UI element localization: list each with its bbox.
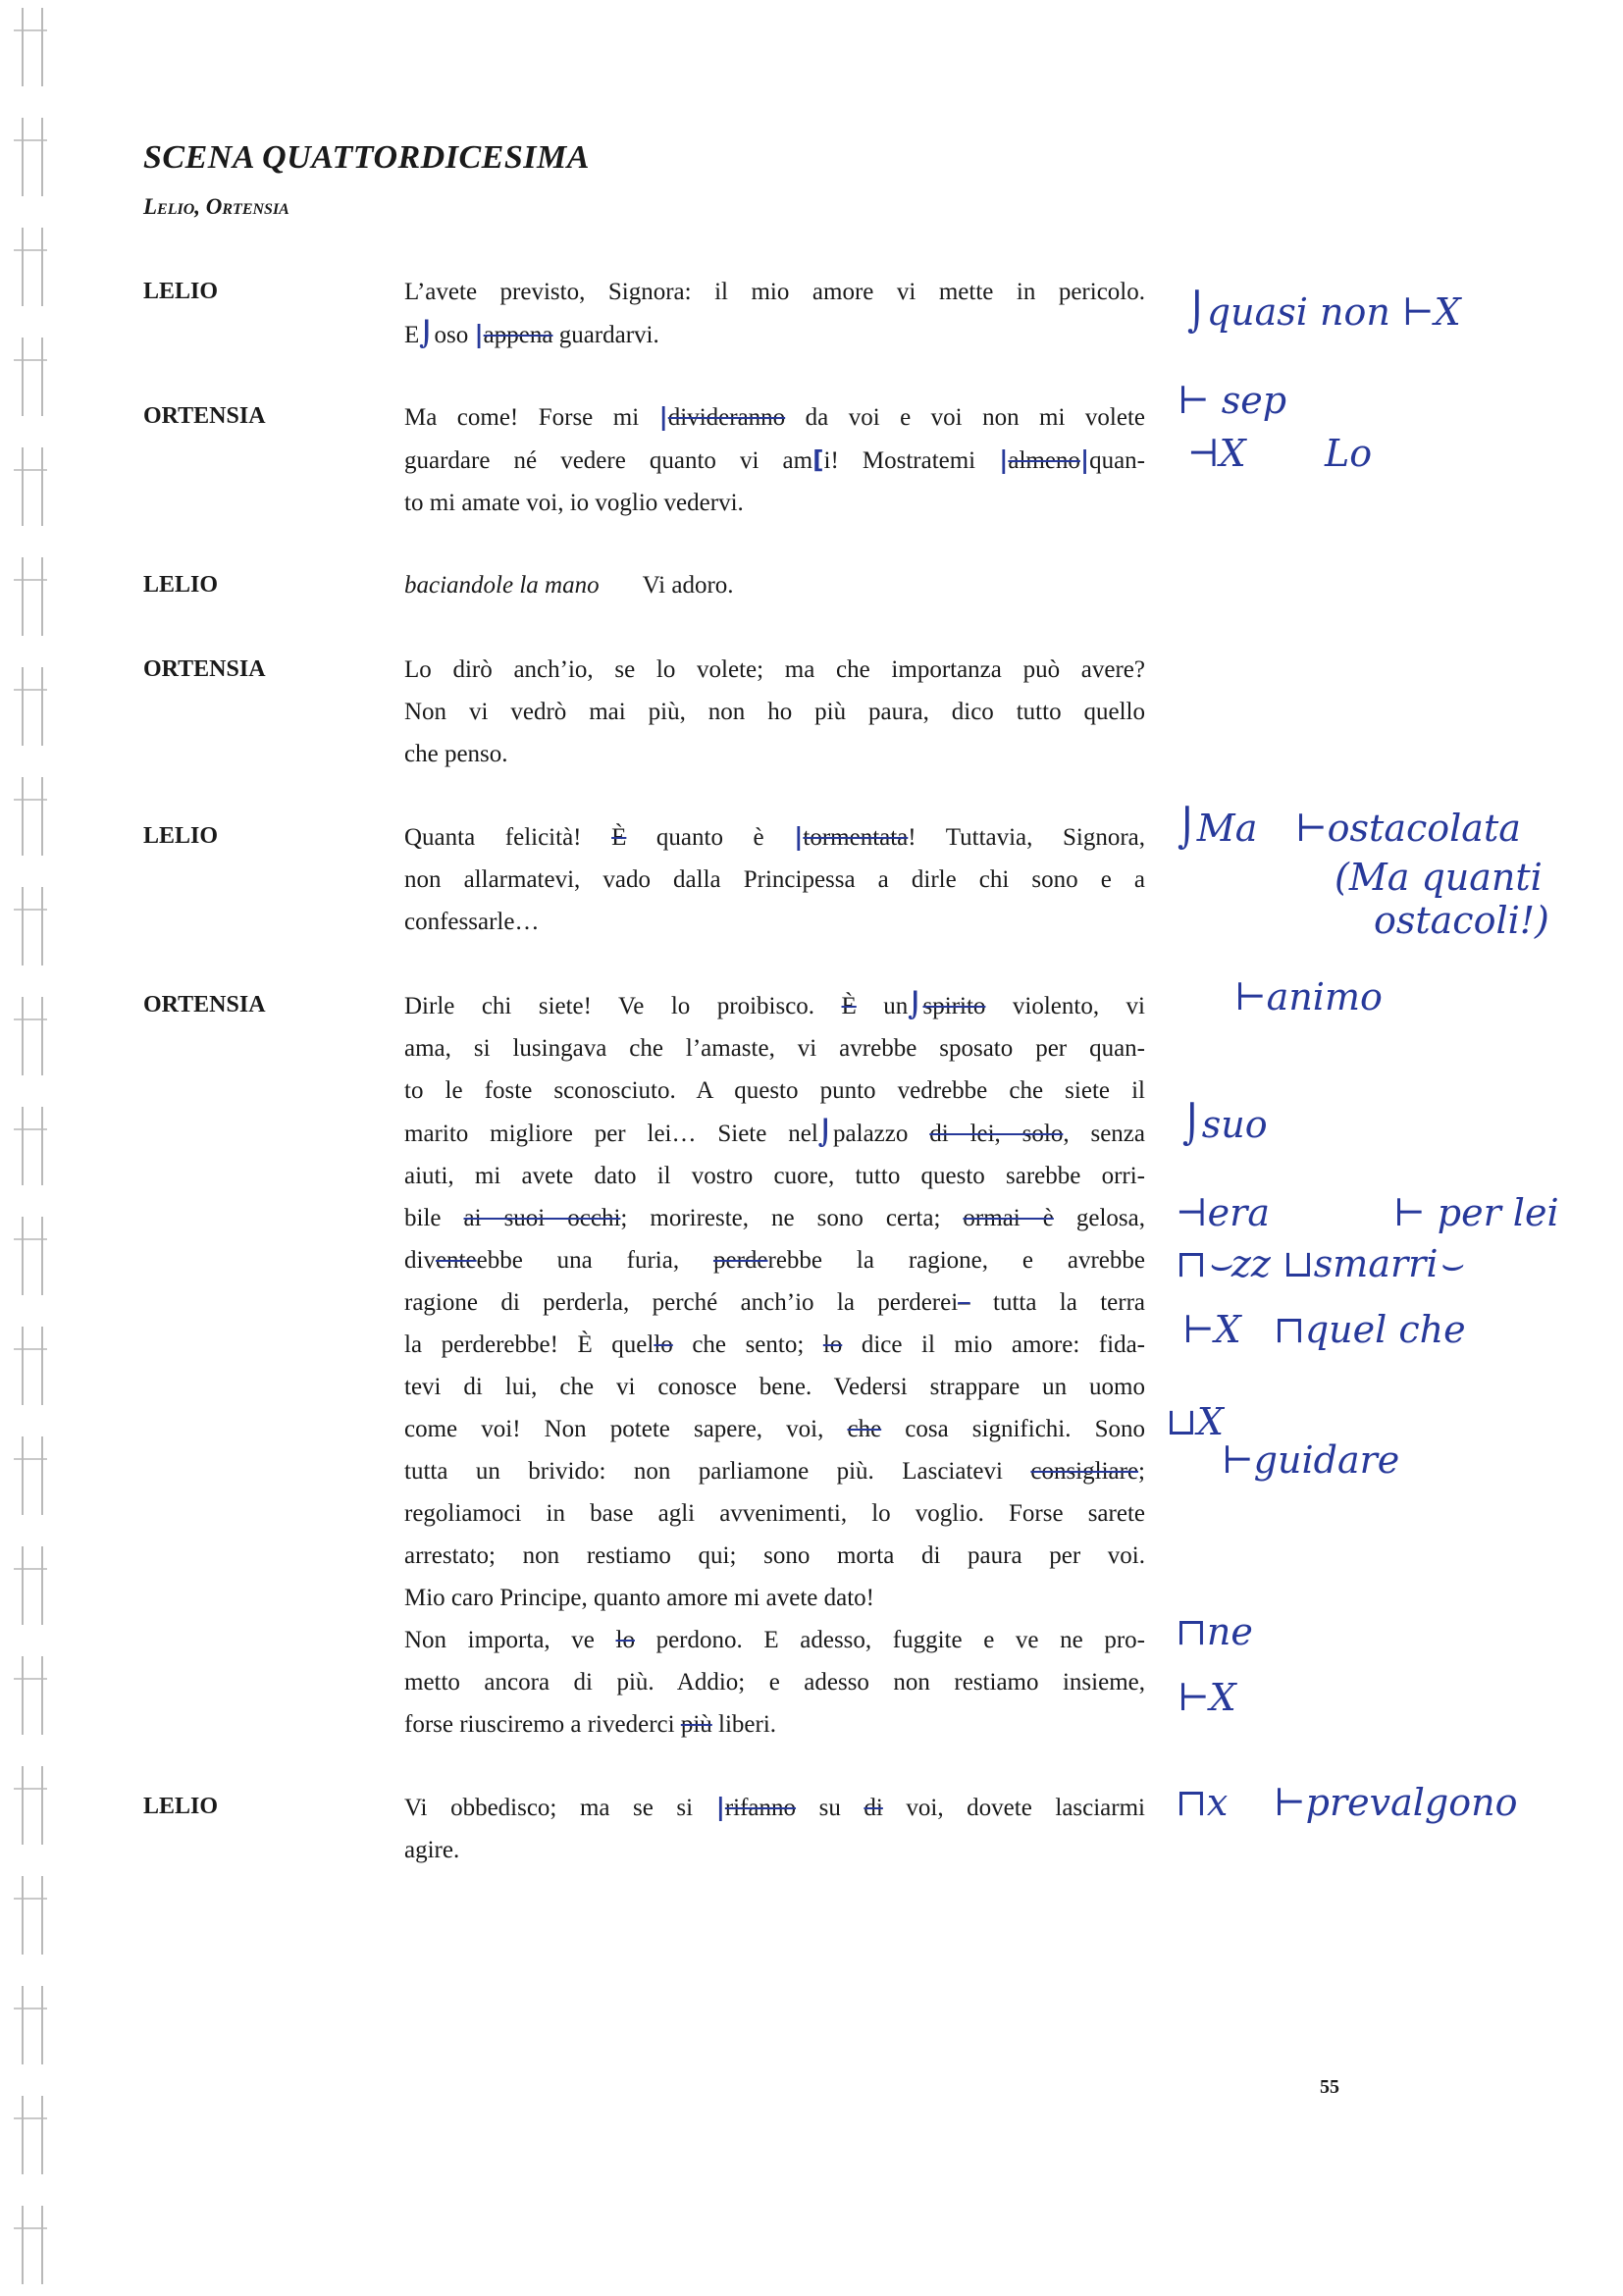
- text-segment: arrestato; non restiamo qui; sono morta di paura per voi.: [404, 1542, 1145, 1569]
- margin-note: ⊢prevalgono: [1274, 1781, 1518, 1824]
- struck-word: lo: [615, 1627, 635, 1653]
- struck-word: ente: [435, 1247, 477, 1274]
- text-line: [404, 482, 1145, 524]
- text-segment: aiuti, mi avete dato il vostro cuore, tutto questo sarebbe orri-: [404, 1163, 1145, 1189]
- text-segment: marito migliore per lei… Siete nel: [404, 1121, 818, 1147]
- text-segment: Lo dirò anch’io, se lo volete; ma che importanza può avere?: [404, 656, 1145, 683]
- struck-word: ormai è: [963, 1205, 1054, 1231]
- text-segment: ; morireste, ne sono certa;: [620, 1205, 964, 1231]
- text-line: [404, 1197, 1145, 1239]
- text-line: [404, 1070, 1145, 1112]
- struck-word: È: [611, 824, 627, 851]
- correction-mark: ⌡: [419, 320, 435, 348]
- text-segment: un: [856, 993, 909, 1019]
- text-segment: regoliamoci in base agli avvenimenti, lo voglio. Forse sarete: [404, 1500, 1145, 1527]
- text-segment: Non importa, ve: [404, 1627, 616, 1653]
- speech-text: [404, 815, 1145, 943]
- struck-word: rifanno: [724, 1795, 797, 1821]
- struck-word: lo: [822, 1331, 843, 1358]
- text-line: [404, 984, 1145, 1027]
- margin-note: ⊓ne: [1176, 1610, 1253, 1653]
- speaker-label: LELIO: [143, 279, 219, 304]
- speech-text: [404, 1786, 1145, 1871]
- text-segment: Ma come! Forse mi: [404, 404, 659, 431]
- binding-marks: [14, 8, 47, 2284]
- text-segment: Quanta felicità!: [404, 824, 612, 851]
- text-segment: confessarle…: [404, 909, 540, 935]
- correction-mark: |: [794, 822, 804, 851]
- text-segment: Dirle chi siete! Ve lo proibisco.: [404, 993, 842, 1019]
- text-segment: Mio caro Principe, quanto amore mi avete dato!: [404, 1585, 875, 1611]
- margin-note: ⊓quel che: [1274, 1308, 1466, 1351]
- struck-word: di: [864, 1795, 883, 1821]
- text-segment: ama, si lusingava che l’amaste, vi avrebbe sposato per quan-: [404, 1035, 1145, 1062]
- text-segment: forse riusciremo a rivederci: [404, 1711, 681, 1738]
- text-line: [404, 1450, 1145, 1492]
- speech-text: [404, 564, 1145, 606]
- text-line: [404, 1366, 1145, 1408]
- text-segment: da voi e voi non mi volete: [785, 404, 1146, 431]
- speech-text: [404, 271, 1145, 356]
- text-segment: come voi! Non potete sapere, voi,: [404, 1416, 848, 1442]
- text-line: [404, 733, 1145, 775]
- text-segment: to le foste sconosciuto. A questo punto vedrebbe che siete il: [404, 1077, 1145, 1104]
- text-line: [404, 313, 1145, 356]
- margin-note: ⊢ per lei: [1393, 1191, 1559, 1234]
- struck-word: almeno: [1008, 447, 1080, 474]
- struck-word: consigliare: [1030, 1458, 1139, 1485]
- text-line: [404, 439, 1145, 482]
- text-line: [404, 1281, 1145, 1324]
- text-segment: tutta la terra: [969, 1289, 1145, 1316]
- text-segment: rebbe la ragione, e avrebbe: [767, 1247, 1146, 1274]
- text-segment: su: [796, 1795, 864, 1821]
- margin-note: ⌡Ma: [1178, 807, 1258, 850]
- text-segment: tevi di lui, che vi conosce bene. Vedersi strappare un uomo: [404, 1374, 1145, 1400]
- margin-note: ⌡suo: [1182, 1103, 1268, 1146]
- text-line: [404, 1661, 1145, 1703]
- text-segment: voi, dovete lasciarmi: [882, 1795, 1145, 1821]
- correction-mark: |: [658, 402, 668, 431]
- text-segment: agire.: [404, 1837, 460, 1863]
- speaker-label: LELIO: [143, 572, 219, 598]
- text-segment: che sento;: [672, 1331, 823, 1358]
- text-line: [404, 1829, 1145, 1871]
- text-line: [404, 1577, 1145, 1619]
- text-line: [404, 901, 1145, 943]
- text-segment: tutta un brivido: non parliamone più. Lasciatevi: [404, 1458, 1031, 1485]
- margin-note: ⌡quasi non ⊢X: [1187, 290, 1461, 334]
- margin-note: ⊢ostacolata: [1295, 807, 1521, 850]
- struck-word: lo: [654, 1331, 673, 1358]
- struck-word: divideranno: [667, 404, 786, 431]
- text-segment: , senza: [1063, 1121, 1146, 1147]
- struck-word: –: [958, 1289, 970, 1316]
- struck-word: perde: [712, 1247, 768, 1274]
- text-line: [404, 395, 1145, 439]
- text-segment: perdono. E adesso, fuggite e ve ne pro-: [634, 1627, 1145, 1653]
- scene-title: SCENA QUATTORDICESIMA: [143, 139, 590, 176]
- text-segment: guardarvi.: [552, 322, 659, 348]
- speaker-label: LELIO: [143, 823, 219, 849]
- struck-word: appena: [483, 322, 553, 348]
- text-segment: ! Tuttavia, Signora,: [908, 824, 1145, 851]
- page-number: 55: [1320, 2076, 1339, 2098]
- text-segment: che penso.: [404, 741, 508, 767]
- correction-mark: [: [812, 445, 824, 474]
- margin-note: ⊢X: [1182, 1308, 1241, 1351]
- text-segment: la perderebbe! È quel: [404, 1331, 654, 1358]
- text-segment: Vi adoro.: [642, 572, 734, 599]
- correction-mark: |: [999, 445, 1009, 474]
- text-segment: liberi.: [711, 1711, 777, 1738]
- text-line: [404, 691, 1145, 733]
- margin-note: ⊔X: [1166, 1400, 1224, 1443]
- speech-text: [404, 984, 1145, 1746]
- text-segment: quanto è: [626, 824, 795, 851]
- text-line: [404, 564, 1145, 606]
- text-segment: E: [404, 322, 420, 348]
- struck-word: ai suoi occhi: [463, 1205, 621, 1231]
- text-segment: Vi obbedisco; ma se si: [404, 1795, 716, 1821]
- text-segment: ;: [1138, 1458, 1145, 1485]
- speaker-label: ORTENSIA: [143, 656, 266, 682]
- text-segment: gelosa,: [1053, 1205, 1145, 1231]
- struck-word: che: [847, 1416, 882, 1442]
- text-segment: oso: [434, 322, 475, 348]
- speech-text: [404, 395, 1145, 524]
- text-line: [404, 1027, 1145, 1070]
- text-segment: non allarmatevi, vado dalla Principessa a dirle chi sono e a: [404, 866, 1145, 893]
- speech-text: [404, 649, 1145, 775]
- margin-note: ⊢X: [1178, 1676, 1236, 1719]
- correction-mark: |: [715, 1793, 725, 1821]
- text-segment: Non vi vedrò mai più, non ho più paura, dico tutto quello: [404, 699, 1145, 725]
- text-line: [404, 649, 1145, 691]
- text-line: [404, 1535, 1145, 1577]
- stage-direction: baciandole la mano: [404, 572, 600, 599]
- speaker-label: LELIO: [143, 1794, 219, 1819]
- text-segment: metto ancora di più. Addio; e adesso non restiamo insieme,: [404, 1669, 1145, 1696]
- margin-note: ⊣era: [1176, 1191, 1270, 1234]
- text-line: [404, 1492, 1145, 1535]
- text-line: [404, 815, 1145, 859]
- speaker-label: ORTENSIA: [143, 992, 266, 1018]
- margin-note: ⊢animo: [1234, 975, 1383, 1018]
- text-segment: i! Mostratemi: [823, 447, 1000, 474]
- text-line: [404, 1786, 1145, 1829]
- margin-note: ⊓x: [1176, 1781, 1229, 1824]
- text-line: [404, 1239, 1145, 1281]
- correction-mark: |: [1079, 445, 1090, 474]
- text-segment: cosa significhi. Sono: [881, 1416, 1145, 1442]
- scene-characters: Lelio, Ortensia: [143, 194, 289, 219]
- speaker-label: ORTENSIA: [143, 403, 266, 429]
- margin-note: ⊢guidare: [1222, 1438, 1400, 1482]
- margin-note: ⊣X: [1187, 432, 1246, 475]
- correction-mark: |: [474, 320, 484, 348]
- text-line: [404, 1155, 1145, 1197]
- text-line: [404, 1112, 1145, 1155]
- correction-mark: ⌡: [908, 991, 923, 1019]
- text-line: [404, 859, 1145, 901]
- margin-note: ⊓⌣zz ⊔smarri⌣: [1176, 1242, 1463, 1285]
- text-segment: palazzo: [833, 1121, 930, 1147]
- struck-word: tormentata: [803, 824, 909, 851]
- text-segment: bile: [404, 1205, 464, 1231]
- text-line: [404, 1408, 1145, 1450]
- struck-word: di lei, solo: [929, 1121, 1064, 1147]
- text-line: [404, 1703, 1145, 1746]
- text-line: [404, 1324, 1145, 1366]
- text-segment: guardare né vedere quanto vi am: [404, 447, 813, 474]
- text-line: [404, 271, 1145, 313]
- correction-mark: ⌡: [817, 1119, 834, 1147]
- text-segment: ragione di perderla, perché anch’io la perderei: [404, 1289, 959, 1316]
- struck-word: spirito: [922, 993, 986, 1019]
- text-line: [404, 1619, 1145, 1661]
- margin-note: ⊢ sep: [1178, 379, 1287, 422]
- text-segment: violento, vi: [985, 993, 1145, 1019]
- text-segment: L’avete previsto, Signora: il mio amore vi mette in pericolo.: [404, 279, 1145, 305]
- text-segment: to mi amate voi, io voglio vedervi.: [404, 490, 744, 516]
- text-segment: dice il mio amore: fida-: [842, 1331, 1145, 1358]
- text-segment: div: [404, 1247, 436, 1274]
- margin-note: (Ma quanti: [1335, 856, 1543, 899]
- margin-note: Lo: [1325, 432, 1373, 475]
- struck-word: È: [841, 993, 857, 1019]
- struck-word: più: [680, 1711, 712, 1738]
- margin-note: ostacoli!): [1374, 899, 1549, 942]
- text-segment: quan-: [1089, 447, 1145, 474]
- text-segment: ebbe una furia,: [476, 1247, 713, 1274]
